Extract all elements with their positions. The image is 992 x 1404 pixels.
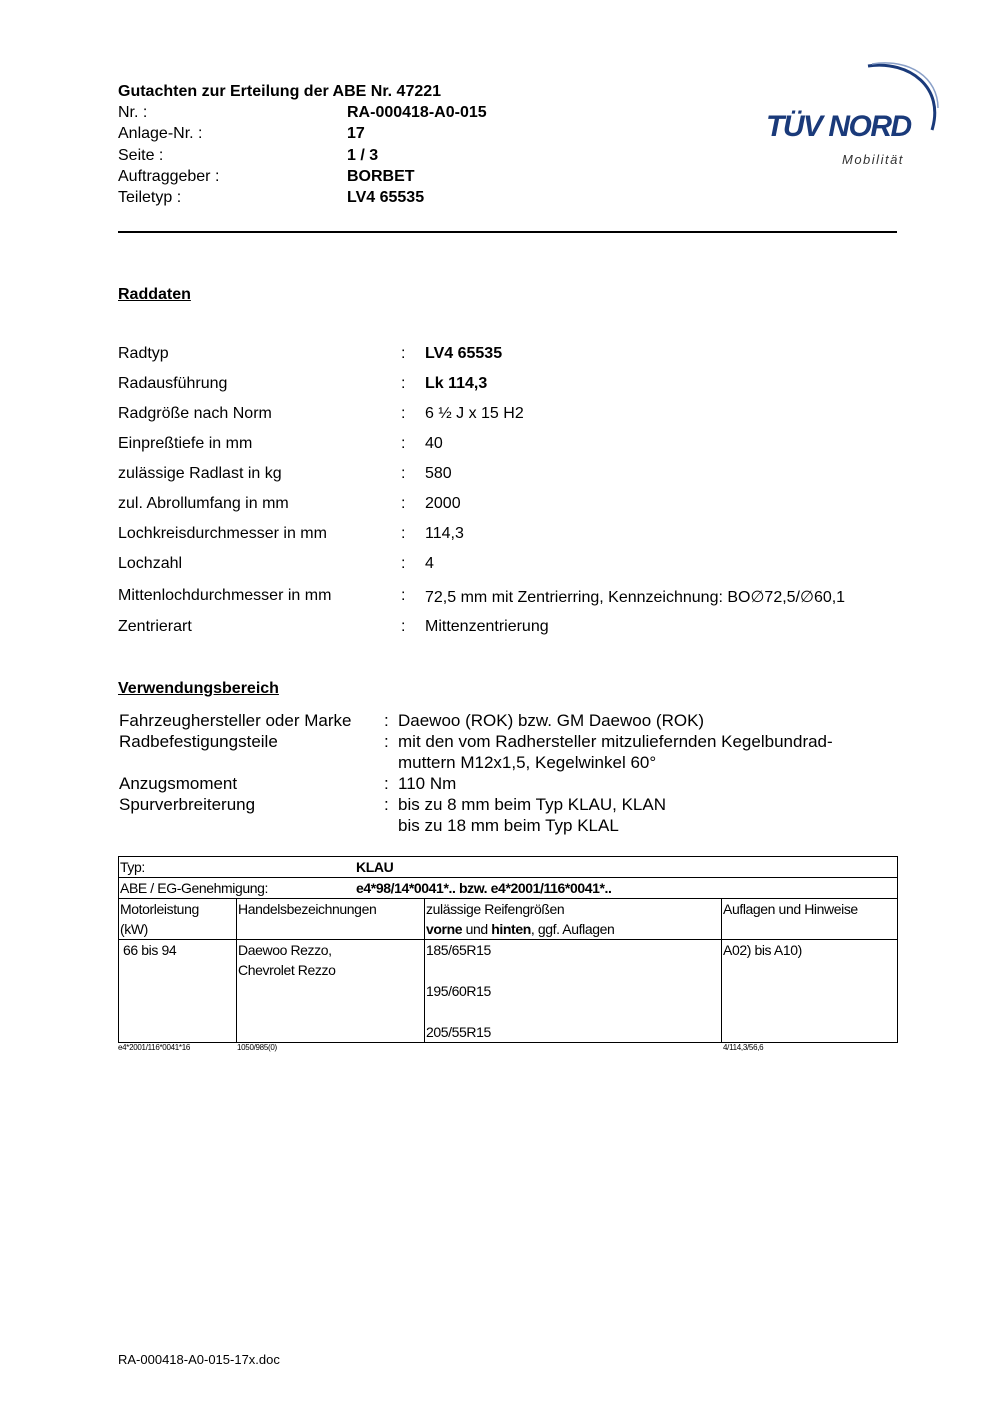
verwendung-row [119, 731, 919, 773]
vorne-text: vorne [426, 921, 463, 937]
motor-cell: 66 bis 94 [123, 942, 177, 958]
raddaten-label: Lochzahl [118, 555, 183, 572]
header-field-label: Auftraggeber : [118, 167, 220, 185]
verwendung-value-line: 110 Nm [398, 774, 457, 793]
raddaten-label: zulässige Radlast in kg [118, 465, 282, 482]
raddaten-row [118, 618, 918, 640]
table-foot-code-c: 4/114,3/56,6 [723, 1043, 764, 1052]
raddaten-colon: : [401, 435, 406, 452]
header-rule [118, 231, 897, 233]
raddaten-colon: : [401, 375, 406, 392]
verwendung-colon: : [384, 732, 389, 751]
raddaten-value: Mittenzentrierung [425, 618, 549, 635]
reifen-cell [424, 940, 721, 1042]
raddaten-row [118, 587, 918, 609]
footer-filename: RA-000418-A0-015-17x.doc [118, 1352, 280, 1367]
verwendung-colon: : [384, 795, 389, 814]
verwendung-row [119, 794, 919, 836]
header-field-label: Nr. : [118, 104, 148, 121]
raddaten-value: 114,3 [425, 525, 464, 542]
col-reifen-line1: zulässige Reifengrößen [426, 901, 565, 917]
verwendung-heading: Verwendungsbereich [118, 680, 279, 697]
raddaten-row [118, 555, 918, 577]
raddaten-colon: : [401, 465, 406, 482]
verwendung-label: Radbefestigungsteile [119, 732, 278, 751]
handel-line1: Daewoo Rezzo, [238, 942, 332, 958]
raddaten-colon: : [401, 405, 406, 422]
raddaten-value: LV4 65535 [425, 345, 503, 362]
auflagen-suffix: , ggf. Auflagen [530, 921, 615, 937]
raddaten-row [118, 375, 918, 397]
raddaten-row [118, 465, 918, 487]
abe-value: e4*98/14*0041*.. bzw. e4*2001/116*0041*.. [356, 880, 612, 896]
raddaten-value: Lk 114,3 [425, 375, 488, 392]
header-field-value: 17 [347, 125, 365, 143]
verwendung-colon: : [384, 774, 389, 793]
col-handel-header: Handelsbezeichnungen [236, 899, 425, 939]
auflagen-cell: A02) bis A10) [721, 940, 896, 1042]
raddaten-label: Mittenlochdurchmesser in mm [118, 587, 332, 604]
table-header-row [119, 899, 897, 940]
header-field-value: BORBET [347, 167, 415, 185]
typ-value: KLAU [356, 859, 394, 875]
col-reifen-line2 [426, 919, 720, 939]
und-text: und [462, 921, 492, 937]
handel-cell [236, 940, 425, 1042]
raddaten-label: Radtyp [118, 345, 169, 362]
table-row-abe [119, 878, 897, 899]
verwendung-value-line: mit den vom Radhersteller mitzuliefernden Kegelbundrad- [398, 732, 833, 751]
raddaten-value: 6 ½ J x 15 H2 [425, 405, 524, 422]
raddaten-colon: : [401, 525, 406, 542]
table-row-typ [119, 857, 897, 878]
header-field-value: LV4 65535 [347, 189, 425, 207]
verwendung-value [398, 731, 833, 773]
table-foot-code-a: e4*2001/116*0041*16 [118, 1043, 191, 1052]
raddaten-row [118, 345, 918, 367]
raddaten-row [118, 405, 918, 427]
hinten-text: hinten [491, 921, 531, 937]
verwendung-value-line: bis zu 18 mm beim Typ KLAL [398, 816, 619, 835]
raddaten-row [118, 435, 918, 457]
raddaten-label: Lochkreisdurchmesser in mm [118, 525, 327, 542]
table-foot-code-b: 1050/985(0) [237, 1043, 277, 1052]
raddaten-colon: : [401, 555, 406, 572]
raddaten-colon: : [401, 495, 406, 512]
table-row [119, 940, 897, 1042]
raddaten-colon: : [401, 587, 406, 604]
verwendung-colon: : [384, 711, 389, 730]
verwendung-value [398, 710, 704, 731]
verwendung-label: Fahrzeughersteller oder Marke [119, 711, 352, 730]
raddaten-value: 40 [425, 435, 443, 452]
raddaten-label: Einpreßtiefe in mm [118, 435, 253, 452]
verwendung-value [398, 773, 456, 794]
raddaten-heading: Raddaten [118, 286, 191, 303]
raddaten-value: 580 [425, 465, 452, 482]
raddaten-row [118, 495, 918, 517]
raddaten-label: zul. Abrollumfang in mm [118, 495, 289, 512]
verwendung-label: Spurverbreiterung [119, 795, 256, 814]
col-motor-header [119, 899, 237, 939]
col-reifen-header [424, 899, 721, 939]
tuv-nord-logo [760, 58, 950, 178]
header-field-value: 1 / 3 [347, 146, 379, 164]
reifen-2: 195/60R15 [426, 983, 491, 999]
col-auflagen-header: Auflagen und Hinweise [721, 899, 896, 939]
header-field-label: Anlage-Nr. : [118, 125, 203, 143]
verwendung-label: Anzugsmoment [119, 774, 238, 793]
raddaten-colon: : [401, 618, 406, 635]
col-motor-line2: (kW) [120, 921, 148, 937]
header-field-label: Seite : [118, 146, 164, 164]
header-field-value: RA-000418-A0-015 [347, 104, 487, 121]
logo-text: TÜV NORD [766, 110, 911, 143]
verwendung-value-line: muttern M12x1,5, Kegelwinkel 60° [398, 753, 657, 772]
reifen-3: 205/55R15 [426, 1024, 491, 1040]
handel-line2: Chevrolet Rezzo [238, 962, 336, 978]
raddaten-value: 72,5 mm mit Zentrierring, Kennzeichnung: BO∅72,5/∅60,1 [425, 589, 846, 606]
verwendung-value-line: bis zu 8 mm beim Typ KLAU, KLAN [398, 795, 667, 814]
verwendung-row [119, 773, 919, 794]
logo-subtitle: Mobilität [842, 152, 904, 167]
raddaten-row [118, 525, 918, 547]
raddaten-value: 2000 [425, 495, 461, 512]
raddaten-label: Radgröße nach Norm [118, 405, 272, 422]
header-field-label: Teiletyp : [118, 189, 182, 207]
verwendung-value [398, 794, 666, 836]
vehicle-table [118, 856, 898, 1043]
col-motor-line1: Motorleistung [120, 901, 199, 917]
raddaten-value: 4 [425, 555, 434, 572]
reifen-1: 185/65R15 [426, 942, 491, 958]
verwendung-row [119, 710, 919, 731]
document-title: Gutachten zur Erteilung der ABE Nr. 47221 [118, 83, 442, 100]
raddaten-label: Zentrierart [118, 618, 192, 635]
verwendung-value-line: Daewoo (ROK) bzw. GM Daewoo (ROK) [398, 711, 705, 730]
raddaten-colon: : [401, 345, 406, 362]
raddaten-label: Radausführung [118, 375, 228, 392]
abe-label: ABE / EG-Genehmigung: [120, 880, 269, 896]
typ-label: Typ: [120, 859, 145, 875]
